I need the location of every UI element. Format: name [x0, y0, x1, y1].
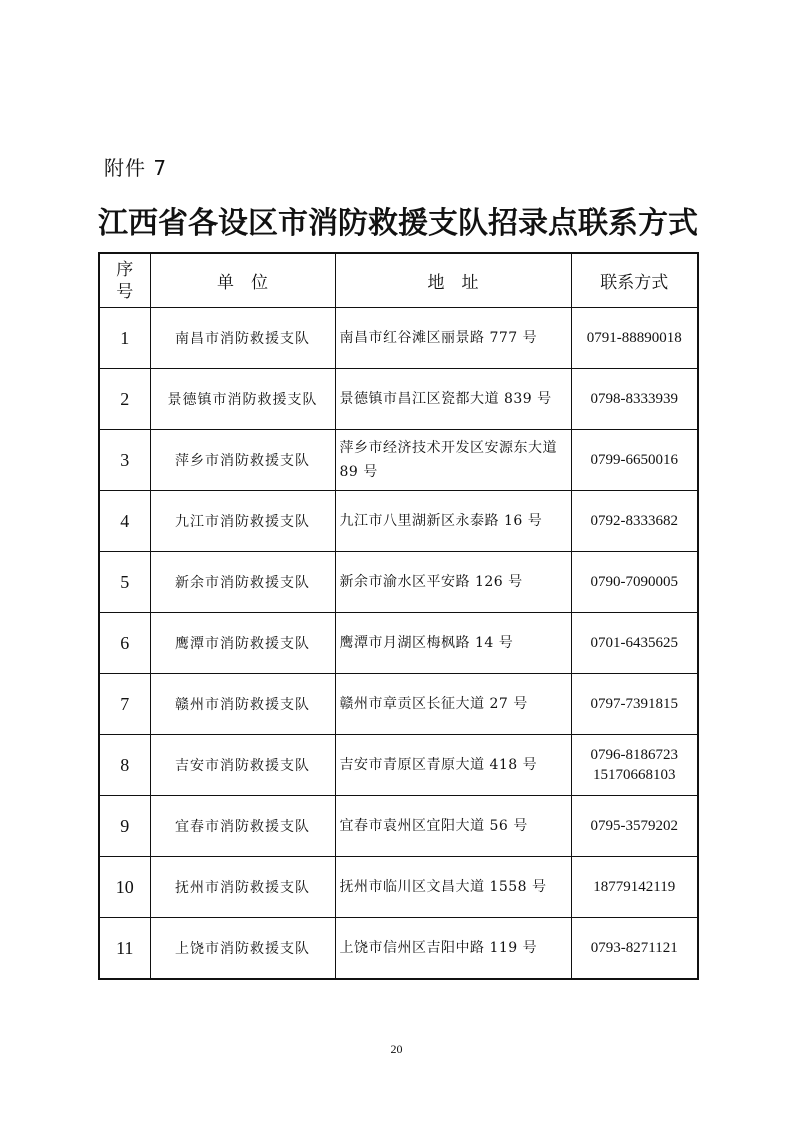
- page-number: 20: [390, 1042, 403, 1056]
- cell-seq: 8: [99, 735, 150, 796]
- phone-number: 18779142119: [593, 879, 676, 895]
- header-seq: [99, 253, 150, 308]
- cell-phone: [571, 308, 698, 369]
- cell-unit: 南昌市消防救援支队: [150, 308, 335, 369]
- cell-seq: 5: [99, 552, 150, 613]
- table-body: [99, 308, 698, 980]
- header-phone: 联系方式: [571, 253, 698, 308]
- cell-seq: 1: [99, 308, 150, 369]
- cell-address: 宜春市袁州区宜阳大道 56 号: [335, 796, 571, 857]
- table-row: [99, 918, 698, 980]
- cell-unit: 鹰潭市消防救援支队: [150, 613, 335, 674]
- cell-address: 南昌市红谷滩区丽景路 777 号: [335, 308, 571, 369]
- phone-number: 0797-7391815: [590, 696, 678, 712]
- cell-seq: 11: [99, 918, 150, 980]
- header-seq-line1: 序: [116, 259, 134, 280]
- cell-seq: 3: [99, 430, 150, 491]
- cell-address: 上饶市信州区吉阳中路 119 号: [335, 918, 571, 980]
- table-row: [99, 369, 698, 430]
- cell-address: 抚州市临川区文昌大道 1558 号: [335, 857, 571, 918]
- table-row: [99, 430, 698, 491]
- page-title: 江西省各设区市消防救援支队招录点联系方式: [98, 206, 698, 241]
- phone-number: 15170668103: [593, 767, 676, 783]
- header-unit: 单 位: [150, 253, 335, 308]
- phone-number: 0796-8186723: [590, 747, 678, 763]
- cell-unit: 新余市消防救援支队: [150, 552, 335, 613]
- cell-unit: 赣州市消防救援支队: [150, 674, 335, 735]
- cell-seq: 7: [99, 674, 150, 735]
- phone-number: 0798-8333939: [590, 391, 678, 407]
- cell-phone: [571, 674, 698, 735]
- table-row: [99, 308, 698, 369]
- cell-phone: [571, 857, 698, 918]
- cell-phone: [571, 491, 698, 552]
- header-seq-line2: 号: [116, 281, 134, 302]
- table-row: [99, 796, 698, 857]
- cell-address: 赣州市章贡区长征大道 27 号: [335, 674, 571, 735]
- cell-unit: 景德镇市消防救援支队: [150, 369, 335, 430]
- cell-seq: 10: [99, 857, 150, 918]
- phone-number: 0793-8271121: [590, 940, 678, 956]
- cell-phone: [571, 613, 698, 674]
- table-row: [99, 857, 698, 918]
- cell-phone: [571, 796, 698, 857]
- cell-unit: 上饶市消防救援支队: [150, 918, 335, 980]
- cell-phone: [571, 918, 698, 980]
- table-row: [99, 491, 698, 552]
- cell-phone: [571, 369, 698, 430]
- phone-number: 0701-6435625: [590, 635, 678, 651]
- cell-address: 新余市渝水区平安路 126 号: [335, 552, 571, 613]
- table-row: [99, 613, 698, 674]
- cell-unit: 抚州市消防救援支队: [150, 857, 335, 918]
- cell-phone: [571, 430, 698, 491]
- cell-address: 萍乡市经济技术开发区安源东大道 89 号: [335, 430, 571, 491]
- phone-number: 0792-8333682: [590, 513, 678, 529]
- header-address: 地 址: [335, 253, 571, 308]
- phone-number: 0799-6650016: [590, 452, 678, 468]
- cell-address: 吉安市青原区青原大道 418 号: [335, 735, 571, 796]
- cell-unit: 九江市消防救援支队: [150, 491, 335, 552]
- cell-phone: [571, 552, 698, 613]
- table-header-row: [99, 253, 698, 308]
- cell-address: 鹰潭市月湖区梅枫路 14 号: [335, 613, 571, 674]
- table-row: [99, 552, 698, 613]
- phone-number: 0790-7090005: [590, 574, 678, 590]
- cell-unit: 萍乡市消防救援支队: [150, 430, 335, 491]
- cell-seq: 2: [99, 369, 150, 430]
- table-row: [99, 674, 698, 735]
- cell-seq: 9: [99, 796, 150, 857]
- cell-seq: 4: [99, 491, 150, 552]
- table-row: [99, 735, 698, 796]
- cell-address: 九江市八里湖新区永泰路 16 号: [335, 491, 571, 552]
- attachment-label: 附件 7: [104, 156, 168, 180]
- cell-seq: 6: [99, 613, 150, 674]
- phone-number: 0791-88890018: [586, 330, 682, 346]
- cell-address: 景德镇市昌江区瓷都大道 839 号: [335, 369, 571, 430]
- cell-unit: 宜春市消防救援支队: [150, 796, 335, 857]
- contact-table: [98, 252, 699, 980]
- phone-number: 0795-3579202: [590, 818, 678, 834]
- cell-unit: 吉安市消防救援支队: [150, 735, 335, 796]
- cell-phone: [571, 735, 698, 796]
